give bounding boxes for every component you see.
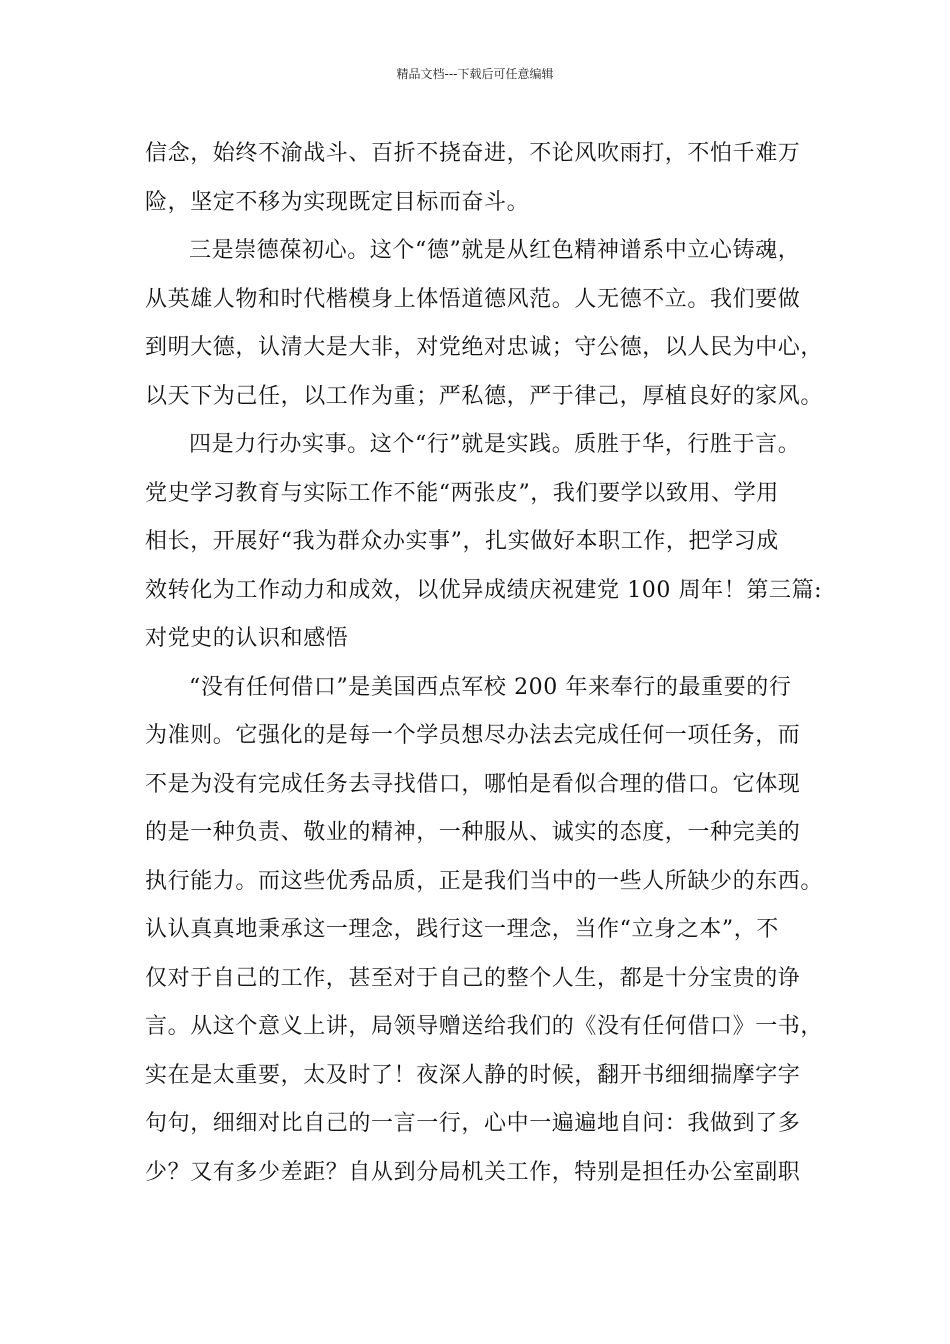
text-line: 从英雄人物和时代楷模身上体悟道德风范。人无德不立。我们要做: [145, 286, 801, 312]
text-line: 险，坚定不移为实现既定目标而奋斗。: [145, 189, 530, 215]
text-line: 少？又有多少差距？自从到分局机关工作，特别是担任办公室副职: [145, 1159, 801, 1185]
text-line: 以天下为己任，以工作为重；严私德，严于律己，厚植良好的家风。: [145, 383, 824, 409]
text-line: 的是一种负责、敬业的精神，一种服从、诚实的态度，一种完美的: [145, 820, 801, 845]
text-line: 信念，始终不渝战斗、百折不挠奋进，不论风吹雨打，不怕千难万: [145, 141, 801, 166]
text-line: 认认真真地秉承这一理念，践行这一理念，当作“立身之本”，不: [145, 917, 779, 942]
text-line: 对党史的认识和感悟: [145, 626, 349, 651]
text-line: 党史学习教育与实际工作不能“两张皮”，我们要学以致用、学用: [145, 480, 779, 506]
text-line: 实在是太重要，太及时了！夜深人静的时候，翻开书细细揣摩字字: [145, 1062, 801, 1088]
text-line: 言。从这个意义上讲，局领导赠送给我们的《没有任何借口》一书，: [145, 1014, 824, 1039]
paragraph-first-line: 三是崇德葆初心。这个“德”就是从红色精神谱系中立心铸魂，: [189, 238, 801, 263]
text-line: 句句，细细对比自己的一言一行，心中一遍遍地自问：我做到了多: [145, 1111, 801, 1136]
body-text: [145, 130, 825, 1197]
text-line: 相长，开展好“我为群众办实事”，扎实做好本职工作，把学习成: [145, 529, 779, 554]
text-line: 仅对于自己的工作，甚至对于自己的整个人生，都是十分宝贵的诤: [145, 965, 801, 991]
text-line: 不是为没有完成任务去寻找借口，哪怕是看似合理的借口。它体现: [145, 771, 801, 797]
paragraph-first-line: “没有任何借口”是美国西点军校 200 年来奉行的最重要的行: [189, 674, 792, 700]
text-line: 效转化为工作动力和成效，以优异成绩庆祝建党 100 周年！第三篇:: [145, 577, 823, 603]
text-line: 执行能力。而这些优秀品质，正是我们当中的一些人所缺少的东西。: [145, 868, 824, 894]
paragraph-first-line: 四是力行办实事。这个“行”就是实践。质胜于华，行胜于言。: [189, 432, 801, 457]
text-line: 到明大德，认清大是大非，对党绝对忠诚；守公德，以人民为中心，: [145, 335, 824, 360]
text-line: 为准则。它强化的是每一个学员想尽办法去完成任何一项任务，而: [145, 723, 801, 748]
page-header: 精品文档---下载后可任意编辑: [396, 67, 554, 81]
